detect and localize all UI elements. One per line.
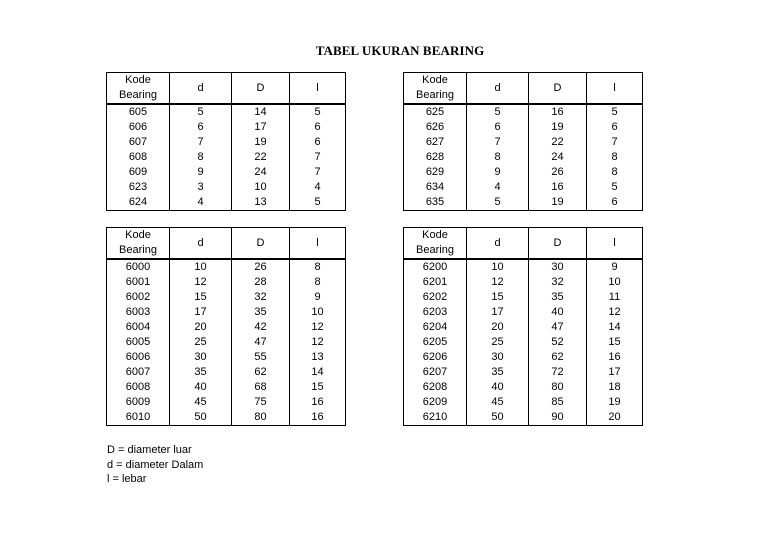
cell-width: 7 [290, 150, 346, 165]
cell-inner-diameter: 30 [467, 350, 529, 365]
cell-width: 16 [290, 395, 346, 410]
table-row [107, 150, 346, 165]
cell-outer-diameter: 47 [529, 320, 587, 335]
cell-width: 7 [587, 135, 643, 150]
cell-width: 16 [587, 350, 643, 365]
cell-inner-diameter: 5 [467, 195, 529, 211]
header-outer-diameter: D [232, 73, 290, 105]
cell-kode-bearing: 6201 [404, 275, 467, 290]
table-row [107, 180, 346, 195]
cell-inner-diameter: 50 [467, 410, 529, 426]
cell-width: 7 [290, 165, 346, 180]
cell-outer-diameter: 26 [232, 259, 290, 275]
cell-kode-bearing: 607 [107, 135, 170, 150]
cell-kode-bearing: 6001 [107, 275, 170, 290]
table-row [404, 104, 643, 120]
legend [107, 443, 203, 487]
cell-outer-diameter: 62 [529, 350, 587, 365]
cell-kode-bearing: 6210 [404, 410, 467, 426]
cell-inner-diameter: 7 [467, 135, 529, 150]
cell-outer-diameter: 13 [232, 195, 290, 211]
cell-kode-bearing: 6209 [404, 395, 467, 410]
cell-inner-diameter: 5 [467, 104, 529, 120]
cell-width: 5 [290, 104, 346, 120]
table-row [404, 320, 643, 335]
cell-outer-diameter: 24 [232, 165, 290, 180]
legend-outer-diameter: D = diameter luar [107, 444, 192, 456]
cell-width: 8 [290, 275, 346, 290]
table-row [404, 180, 643, 195]
cell-outer-diameter: 16 [529, 104, 587, 120]
cell-outer-diameter: 22 [529, 135, 587, 150]
cell-kode-bearing: 6204 [404, 320, 467, 335]
cell-width: 15 [587, 335, 643, 350]
cell-kode-bearing: 627 [404, 135, 467, 150]
table-row [107, 165, 346, 180]
cell-outer-diameter: 26 [529, 165, 587, 180]
cell-outer-diameter: 16 [529, 180, 587, 195]
table-row [404, 150, 643, 165]
table-row [107, 380, 346, 395]
cell-outer-diameter: 19 [529, 120, 587, 135]
cell-outer-diameter: 72 [529, 365, 587, 380]
header-inner-diameter: d [467, 228, 529, 260]
cell-inner-diameter: 50 [170, 410, 232, 426]
table-row [404, 120, 643, 135]
table-row [404, 275, 643, 290]
cell-outer-diameter: 40 [529, 305, 587, 320]
cell-inner-diameter: 8 [170, 150, 232, 165]
table-row [404, 365, 643, 380]
cell-kode-bearing: 626 [404, 120, 467, 135]
cell-outer-diameter: 14 [232, 104, 290, 120]
cell-inner-diameter: 12 [467, 275, 529, 290]
cell-width: 6 [587, 195, 643, 211]
cell-inner-diameter: 25 [467, 335, 529, 350]
header-kode-bearing: Kode Bearing [107, 73, 170, 105]
cell-outer-diameter: 22 [232, 150, 290, 165]
table-row [404, 350, 643, 365]
cell-kode-bearing: 6202 [404, 290, 467, 305]
cell-outer-diameter: 55 [232, 350, 290, 365]
cell-inner-diameter: 15 [170, 290, 232, 305]
cell-width: 11 [587, 290, 643, 305]
cell-kode-bearing: 6206 [404, 350, 467, 365]
cell-width: 6 [587, 120, 643, 135]
table-row [107, 365, 346, 380]
cell-kode-bearing: 6203 [404, 305, 467, 320]
cell-kode-bearing: 628 [404, 150, 467, 165]
cell-kode-bearing: 629 [404, 165, 467, 180]
cell-width: 20 [587, 410, 643, 426]
header-width: l [587, 228, 643, 260]
cell-outer-diameter: 28 [232, 275, 290, 290]
cell-kode-bearing: 6200 [404, 259, 467, 275]
cell-kode-bearing: 624 [107, 195, 170, 211]
cell-kode-bearing: 6000 [107, 259, 170, 275]
cell-width: 4 [290, 180, 346, 195]
cell-outer-diameter: 35 [529, 290, 587, 305]
cell-kode-bearing: 6006 [107, 350, 170, 365]
cell-outer-diameter: 24 [529, 150, 587, 165]
table-row [404, 165, 643, 180]
cell-kode-bearing: 634 [404, 180, 467, 195]
cell-inner-diameter: 20 [170, 320, 232, 335]
cell-width: 9 [290, 290, 346, 305]
table-row [107, 290, 346, 305]
table-row [107, 195, 346, 211]
cell-inner-diameter: 35 [467, 365, 529, 380]
cell-outer-diameter: 47 [232, 335, 290, 350]
table-row [404, 305, 643, 320]
table-row [107, 305, 346, 320]
cell-width: 12 [587, 305, 643, 320]
cell-width: 16 [290, 410, 346, 426]
cell-inner-diameter: 40 [467, 380, 529, 395]
cell-kode-bearing: 625 [404, 104, 467, 120]
header-width: l [290, 73, 346, 105]
table-row [107, 259, 346, 275]
cell-inner-diameter: 7 [170, 135, 232, 150]
table-row [404, 410, 643, 426]
cell-kode-bearing: 6010 [107, 410, 170, 426]
table-row [107, 275, 346, 290]
cell-width: 10 [587, 275, 643, 290]
cell-width: 10 [290, 305, 346, 320]
cell-width: 8 [587, 165, 643, 180]
cell-outer-diameter: 85 [529, 395, 587, 410]
cell-inner-diameter: 10 [467, 259, 529, 275]
cell-inner-diameter: 45 [467, 395, 529, 410]
bearing-table-60x-62x [106, 72, 346, 211]
cell-width: 18 [587, 380, 643, 395]
cell-width: 6 [290, 120, 346, 135]
cell-inner-diameter: 3 [170, 180, 232, 195]
cell-width: 5 [587, 104, 643, 120]
cell-outer-diameter: 68 [232, 380, 290, 395]
bearing-table-620x [403, 227, 643, 426]
cell-kode-bearing: 6002 [107, 290, 170, 305]
header-outer-diameter: D [232, 228, 290, 260]
cell-kode-bearing: 6205 [404, 335, 467, 350]
header-kode-bearing: Kode Bearing [404, 73, 467, 105]
cell-inner-diameter: 25 [170, 335, 232, 350]
table-row [404, 335, 643, 350]
cell-inner-diameter: 9 [170, 165, 232, 180]
cell-kode-bearing: 6005 [107, 335, 170, 350]
cell-width: 15 [290, 380, 346, 395]
cell-width: 8 [587, 150, 643, 165]
cell-width: 13 [290, 350, 346, 365]
table-row [107, 410, 346, 426]
table-row [404, 135, 643, 150]
header-kode-bearing: Kode Bearing [107, 228, 170, 260]
cell-width: 6 [290, 135, 346, 150]
cell-outer-diameter: 10 [232, 180, 290, 195]
cell-inner-diameter: 4 [467, 180, 529, 195]
cell-kode-bearing: 6009 [107, 395, 170, 410]
cell-inner-diameter: 45 [170, 395, 232, 410]
cell-outer-diameter: 52 [529, 335, 587, 350]
cell-width: 14 [587, 320, 643, 335]
cell-outer-diameter: 62 [232, 365, 290, 380]
cell-inner-diameter: 12 [170, 275, 232, 290]
cell-inner-diameter: 6 [467, 120, 529, 135]
table-row [107, 320, 346, 335]
cell-outer-diameter: 90 [529, 410, 587, 426]
cell-width: 14 [290, 365, 346, 380]
cell-width: 9 [587, 259, 643, 275]
cell-inner-diameter: 20 [467, 320, 529, 335]
cell-outer-diameter: 80 [529, 380, 587, 395]
legend-width: l = lebar [107, 473, 147, 485]
cell-width: 8 [290, 259, 346, 275]
cell-outer-diameter: 35 [232, 305, 290, 320]
table-row [404, 290, 643, 305]
cell-width: 12 [290, 320, 346, 335]
header-inner-diameter: d [170, 73, 232, 105]
cell-width: 12 [290, 335, 346, 350]
table-row [404, 380, 643, 395]
cell-kode-bearing: 6208 [404, 380, 467, 395]
cell-inner-diameter: 5 [170, 104, 232, 120]
page-title: TABEL UKURAN BEARING [315, 43, 485, 58]
cell-inner-diameter: 15 [467, 290, 529, 305]
cell-kode-bearing: 608 [107, 150, 170, 165]
table-row [107, 135, 346, 150]
table-row [107, 104, 346, 120]
header-inner-diameter: d [170, 228, 232, 260]
cell-outer-diameter: 32 [232, 290, 290, 305]
cell-kode-bearing: 609 [107, 165, 170, 180]
cell-inner-diameter: 4 [170, 195, 232, 211]
table-row [107, 120, 346, 135]
cell-inner-diameter: 9 [467, 165, 529, 180]
header-kode-bearing: Kode Bearing [404, 228, 467, 260]
header-inner-diameter: d [467, 73, 529, 105]
bearing-table-600x [106, 227, 346, 426]
cell-inner-diameter: 40 [170, 380, 232, 395]
header-width: l [587, 73, 643, 105]
cell-kode-bearing: 6004 [107, 320, 170, 335]
header-outer-diameter: D [529, 73, 587, 105]
cell-outer-diameter: 19 [232, 135, 290, 150]
table-row [107, 350, 346, 365]
cell-width: 19 [587, 395, 643, 410]
table-row [404, 395, 643, 410]
cell-width: 5 [290, 195, 346, 211]
cell-inner-diameter: 6 [170, 120, 232, 135]
cell-kode-bearing: 6207 [404, 365, 467, 380]
cell-kode-bearing: 6007 [107, 365, 170, 380]
table-row [107, 335, 346, 350]
bearing-table-62x-63x [403, 72, 643, 211]
cell-outer-diameter: 80 [232, 410, 290, 426]
legend-inner-diameter: d = diameter Dalam [107, 458, 204, 471]
header-width: l [290, 228, 346, 260]
cell-inner-diameter: 17 [467, 305, 529, 320]
cell-kode-bearing: 606 [107, 120, 170, 135]
cell-kode-bearing: 623 [107, 180, 170, 195]
table-row [404, 259, 643, 275]
cell-inner-diameter: 8 [467, 150, 529, 165]
cell-inner-diameter: 10 [170, 259, 232, 275]
cell-outer-diameter: 19 [529, 195, 587, 211]
cell-kode-bearing: 605 [107, 104, 170, 120]
cell-outer-diameter: 75 [232, 395, 290, 410]
cell-outer-diameter: 17 [232, 120, 290, 135]
cell-kode-bearing: 635 [404, 195, 467, 211]
header-outer-diameter: D [529, 228, 587, 260]
cell-kode-bearing: 6003 [107, 305, 170, 320]
cell-kode-bearing: 6008 [107, 380, 170, 395]
cell-width: 17 [587, 365, 643, 380]
cell-inner-diameter: 17 [170, 305, 232, 320]
table-row [107, 395, 346, 410]
cell-outer-diameter: 42 [232, 320, 290, 335]
cell-outer-diameter: 32 [529, 275, 587, 290]
cell-outer-diameter: 30 [529, 259, 587, 275]
table-row [404, 195, 643, 211]
cell-inner-diameter: 35 [170, 365, 232, 380]
cell-inner-diameter: 30 [170, 350, 232, 365]
cell-width: 5 [587, 180, 643, 195]
